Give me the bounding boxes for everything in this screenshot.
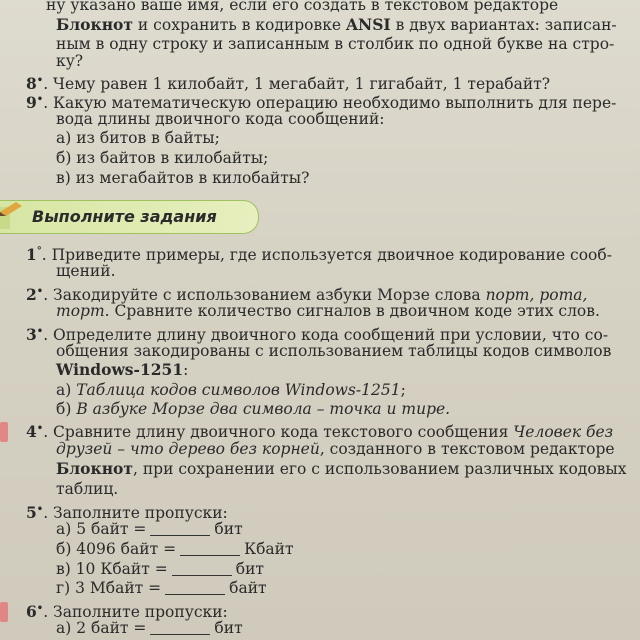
difficulty-mark: • [36,75,44,86]
fill-unit: бит [214,520,243,538]
fill-row [56,520,243,538]
task-1 [26,243,612,264]
difficulty-mark: • [36,94,44,105]
encoding-name: ANSI [346,15,391,34]
sub-item [56,400,450,418]
red-marker [0,422,8,442]
text-line: щений. [56,262,116,280]
text-line: ну указано ваше имя, если его создать в текстовом редакторе [46,0,559,14]
task-text: . Сравните длину двоичного кода текстового сообщения [43,423,514,442]
sub-item-letter: б) [56,400,77,418]
text-line [56,440,615,458]
fill-row [56,619,243,637]
fill-left: а) 2 байт = [56,619,147,637]
blank-line [180,545,240,556]
text-line [56,460,626,478]
italic-word: торт [56,302,105,320]
task-text: . Определите длину двоичного кода сообщений при условии, что со- [43,326,609,345]
task-number: 3 [26,325,37,345]
pencil-icon [0,202,22,216]
fill-left: в) 10 Кбайт = [56,560,168,578]
italic-text: В азбуке Морзе два символа – точка и тире. [76,400,451,418]
fill-unit: бит [235,560,264,578]
task-3 [26,323,608,344]
question-number: 9 [26,93,37,113]
text-fragment: в двух вариантах: записан- [390,16,617,34]
task-text: . Закодируйте с использованием азбуки Морзе слова [43,286,486,305]
question-text: . Какую математическую операцию необходимо выполнить для пере- [43,94,617,113]
text-line [56,361,188,379]
question-8 [26,72,550,93]
difficulty-mark: • [36,326,44,337]
encoding-name: Windows-1251 [56,360,184,379]
difficulty-mark: • [36,286,44,297]
text-fragment: : [183,361,189,379]
text-line: общения закодированы с использованием таблицы кодов символов [56,342,612,360]
task-5 [26,501,228,522]
text-line: таблиц. [56,480,119,498]
fill-left: а) 5 байт = [56,520,147,538]
text-line [56,16,617,34]
task-4 [26,420,613,441]
blank-line [165,584,225,595]
program-name: Блокнот [56,459,133,478]
sub-item-letter: а) [56,381,77,399]
difficulty-mark: ° [36,246,42,257]
text-line: ку? [56,52,84,70]
fill-unit: бит [214,619,243,637]
blank-line [150,624,210,635]
text-fragment: , при сохранении его с использованием различных кодовых [133,460,627,478]
sub-item: в) из мегабайтов в килобайты? [56,169,310,187]
text-line: ным в одну строку и записанным в столбик по одной букве на стро- [56,35,615,53]
sub-item [56,381,406,399]
task-text: . Заполните пропуски: [43,504,228,523]
fill-row [56,579,267,597]
text-fragment: и сохранить в кодировке [133,16,347,34]
fill-row [56,560,264,578]
task-text: . Заполните пропуски: [43,603,228,622]
question-number: 8 [26,74,37,94]
sub-item: а) из битов в байты; [56,129,220,147]
fill-unit: байт [229,579,267,597]
fill-left: г) 3 Мбайт = [56,579,162,597]
difficulty-mark: • [36,504,44,515]
task-2 [26,283,587,304]
text-line [56,302,600,320]
red-marker [0,602,8,622]
italic-text: друзей – что дерево без корней [56,440,320,458]
fill-left: б) 4096 байт = [56,540,177,558]
sub-item: б) из байтов в килобайты; [56,149,269,167]
difficulty-mark: • [36,423,44,434]
question-9 [26,91,616,112]
blank-line [150,525,210,536]
text-fragment: ; [400,381,406,399]
task-6 [26,600,228,621]
blank-line [172,565,232,576]
fill-unit: Кбайт [244,540,294,558]
program-name: Блокнот [56,15,133,34]
italic-words: порт, рота, [485,286,588,305]
question-text: . Чему равен 1 килобайт, 1 мегабайт, 1 гигабайт, 1 терабайт? [43,75,551,94]
text-line: вода длины двоичного кода сообщений: [56,110,385,128]
fill-row [56,540,294,558]
task-text: . Приведите примеры, где используется двоичное кодирование сооб- [41,246,612,265]
task-number: 2 [26,285,37,305]
text-fragment: . Сравните количество сигналов в двоичном коде этих слов. [104,302,600,320]
task-number: 5 [26,503,37,523]
task-number: 1 [26,245,37,265]
italic-text: Человек без [513,423,614,442]
text-fragment: , созданного в текстовом редакторе [319,440,615,458]
difficulty-mark: • [36,603,44,614]
task-number: 6 [26,602,37,622]
section-title: Выполните задания [32,207,217,226]
italic-text: Таблица кодов символов Windows-1251 [76,381,401,399]
task-number: 4 [26,422,37,442]
